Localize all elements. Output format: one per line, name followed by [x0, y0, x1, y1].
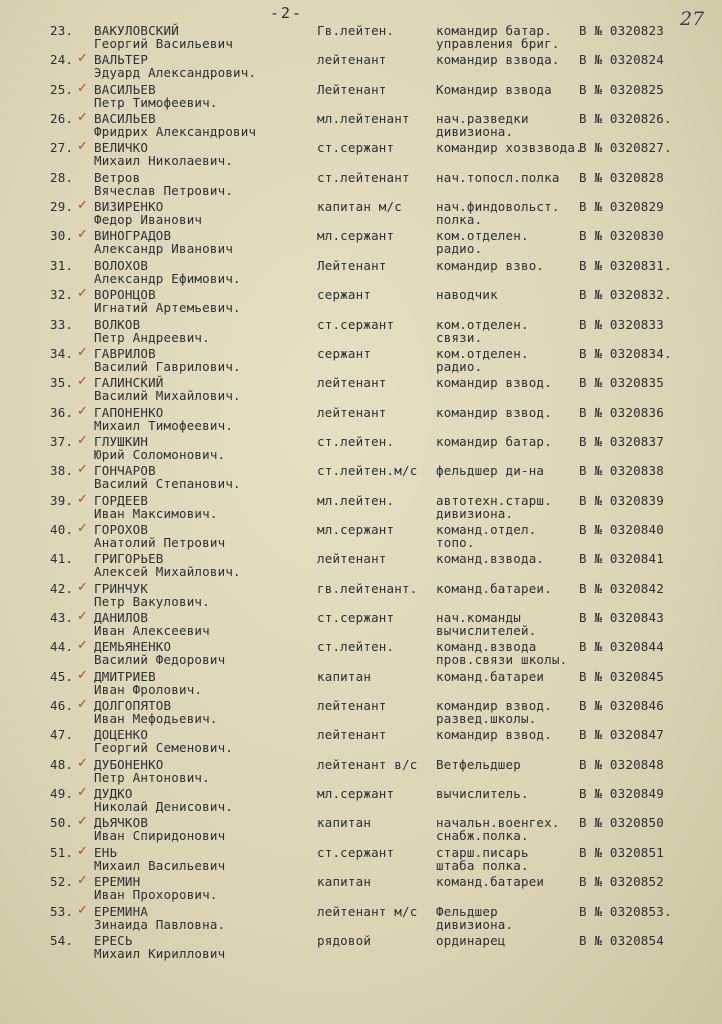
check-mark-icon: ✓ — [77, 139, 88, 155]
list-item — [0, 52, 722, 81]
row-number: 27. — [50, 140, 74, 156]
given-names: Эдуард Александрович. — [94, 65, 257, 81]
military-rank: лейтенант — [317, 404, 387, 420]
order-number: В № 0320827. — [579, 140, 672, 156]
position-continued: снабж.полка. — [436, 828, 529, 844]
position: команд.батареи. — [436, 580, 552, 596]
position: командир взвод. — [436, 375, 552, 391]
given-names: Михаил Тимофеевич. — [94, 417, 234, 433]
military-rank: мл.лейтен. — [317, 492, 395, 508]
check-mark-icon: ✓ — [77, 51, 88, 67]
surname: ВОЛКОВ — [94, 316, 141, 332]
page-number: -2- — [270, 4, 304, 22]
surname: ДОЦЕНКО — [94, 727, 149, 743]
position-continued: дивизиона. — [436, 916, 514, 932]
given-names: Михаил Николаевич. — [94, 153, 234, 169]
military-rank: Гв.лейтен. — [317, 23, 395, 38]
position-continued: топо. — [436, 534, 475, 550]
position: команд.батареи — [436, 668, 545, 684]
list-item — [0, 669, 722, 698]
check-mark-icon: ✓ — [77, 667, 88, 683]
given-names: Петр Антонович. — [94, 769, 210, 785]
row-number: 40. — [50, 521, 74, 537]
order-number: В № 0320824 — [579, 52, 664, 68]
order-number: В № 0320844 — [579, 639, 664, 655]
given-names: Александр Иванович — [94, 241, 234, 257]
position-continued: дивизиона. — [436, 505, 514, 521]
row-number: 26. — [50, 111, 74, 127]
military-rank: лейтенант — [317, 375, 387, 391]
military-rank: сержант — [317, 287, 372, 303]
list-item — [0, 111, 722, 140]
position: команд.батареи — [436, 874, 545, 890]
check-mark-icon: ✓ — [77, 286, 88, 302]
military-rank: гв.лейтенант. — [317, 580, 418, 596]
military-rank: мл.сержант — [317, 521, 395, 537]
position: автотехн.старш. — [436, 492, 552, 508]
surname: ВАЛЬТЕР — [94, 52, 149, 68]
list-item — [0, 199, 722, 228]
list-item — [0, 434, 722, 463]
military-rank: капитан — [317, 815, 372, 831]
list-item — [0, 610, 722, 639]
military-rank: лейтенант — [317, 727, 387, 743]
list-item — [0, 698, 722, 727]
list-item — [0, 140, 722, 169]
position-continued: радио. — [436, 241, 483, 257]
position-continued: радио. — [436, 358, 483, 374]
surname: ДАНИЛОВ — [94, 610, 149, 625]
row-number: 25. — [50, 81, 74, 97]
row-number: 46. — [50, 698, 74, 714]
check-mark-icon: ✓ — [77, 110, 88, 126]
check-mark-icon: ✓ — [77, 520, 88, 536]
surname: ВАСИЛЬЕВ — [94, 111, 156, 127]
list-item — [0, 581, 722, 610]
surname: Ветров — [94, 169, 141, 185]
position: нач.топосл.полка — [436, 169, 560, 185]
surname: ЕРЕМИН — [94, 874, 141, 890]
military-rank: лейтенант — [317, 698, 387, 714]
list-item — [0, 346, 722, 375]
row-number: 30. — [50, 228, 74, 244]
row-number: 52. — [50, 874, 74, 890]
military-rank: Лейтенант — [317, 257, 387, 273]
given-names: Игнатий Артемьевич. — [94, 300, 241, 316]
military-rank: капитан — [317, 874, 372, 890]
military-rank: ст.сержант — [317, 140, 395, 156]
given-names: Николай Денисович. — [94, 799, 234, 815]
position: нач.разведки — [436, 111, 529, 127]
order-number: В № 0320833 — [579, 316, 664, 332]
position: командир взвод. — [436, 727, 552, 743]
given-names: Алексей Михайлович. — [94, 564, 241, 580]
position: командир хозвзвода. — [436, 140, 583, 156]
order-number: В № 0320831. — [579, 257, 672, 273]
military-rank: капитан м/с — [317, 199, 402, 215]
position-continued: вычислителей. — [436, 623, 537, 638]
surname: ВИНОГРАДОВ — [94, 228, 172, 244]
military-rank: лейтенант в/с — [317, 756, 418, 772]
position-continued: управления бриг. — [436, 36, 560, 51]
military-rank: мл.сержант — [317, 786, 395, 802]
check-mark-icon: ✓ — [77, 843, 88, 859]
row-number: 51. — [50, 844, 74, 860]
military-rank: ст.сержант — [317, 316, 395, 332]
order-number: В № 0320847 — [579, 727, 664, 743]
given-names: Иван Спиридонович — [94, 828, 226, 844]
surname: ГЛУШКИН — [94, 433, 149, 449]
position: командир взвод. — [436, 698, 552, 714]
position-continued: пров.связи школы. — [436, 652, 568, 668]
military-rank: капитан — [317, 668, 372, 684]
list-item — [0, 727, 722, 756]
given-names: Александр Ефимович. — [94, 270, 241, 286]
surname: ДУБОНЕНКО — [94, 756, 164, 772]
position-continued: полка. — [436, 212, 483, 228]
check-mark-icon: ✓ — [77, 873, 88, 889]
check-mark-icon: ✓ — [77, 609, 88, 624]
surname: ВОЛОХОВ — [94, 257, 149, 273]
folio-number: 27 — [680, 8, 705, 30]
position-continued: штаба полка. — [436, 857, 529, 873]
check-mark-icon: ✓ — [77, 902, 88, 918]
given-names: Петр Тимофеевич. — [94, 94, 218, 110]
given-names: Иван Максимович. — [94, 505, 218, 521]
order-number: В № 0320834. — [579, 345, 672, 361]
surname: ДОЛГОПЯТОВ — [94, 698, 172, 714]
order-number: В № 0320843 — [579, 610, 664, 625]
surname: ГАЛИНСКИЙ — [94, 375, 164, 391]
military-rank: рядовой — [317, 932, 372, 948]
position: команд.взвода. — [436, 551, 545, 567]
list-item — [0, 904, 722, 933]
position: командир батар. — [436, 23, 552, 38]
order-number: В № 0320839 — [579, 492, 664, 508]
order-number: В № 0320853. — [579, 903, 672, 919]
order-number: В № 0320823 — [579, 23, 664, 38]
surname: ГОРДЕЕВ — [94, 492, 149, 508]
row-number: 32. — [50, 287, 74, 303]
given-names: Вячеслав Петрович. — [94, 182, 234, 198]
row-number: 48. — [50, 756, 74, 772]
row-number: 37. — [50, 433, 74, 449]
given-names: Михаил Васильевич — [94, 857, 226, 873]
row-number: 28. — [50, 169, 74, 185]
row-number: 33. — [50, 316, 74, 332]
order-number: В № 0320851 — [579, 844, 664, 860]
list-item — [0, 933, 722, 962]
row-number: 23. — [50, 23, 74, 38]
surname: ГАПОНЕНКО — [94, 404, 164, 420]
order-number: В № 0320850 — [579, 815, 664, 831]
order-number: В № 0320832. — [579, 287, 672, 303]
list-item — [0, 317, 722, 346]
order-number: В № 0320854 — [579, 932, 664, 948]
position: командир взво. — [436, 257, 545, 273]
position: Командир взвода — [436, 81, 552, 97]
order-number: В № 0320835 — [579, 375, 664, 391]
order-number: В № 0320838 — [579, 463, 664, 479]
order-number: В № 0320828 — [579, 169, 664, 185]
row-number: 50. — [50, 815, 74, 831]
military-rank: ст.лейтенант — [317, 169, 410, 185]
surname: ГОРОХОВ — [94, 521, 149, 537]
given-names: Василий Гаврилович. — [94, 358, 241, 374]
military-rank: мл.сержант — [317, 228, 395, 244]
military-rank: ст.лейтен. — [317, 639, 395, 655]
given-names: Иван Алексеевич — [94, 623, 210, 638]
list-item — [0, 258, 722, 287]
check-mark-icon: ✓ — [77, 697, 88, 713]
order-number: В № 0320826. — [579, 111, 672, 127]
order-number: В № 0320848 — [579, 756, 664, 772]
given-names: Юрий Соломонович. — [94, 446, 226, 462]
order-number: В № 0320842 — [579, 580, 664, 596]
position: ординарец — [436, 932, 506, 948]
position: командир взвод. — [436, 404, 552, 420]
order-number: В № 0320825 — [579, 81, 664, 97]
list-item — [0, 874, 722, 903]
row-number: 44. — [50, 639, 74, 655]
surname: ДМИТРИЕВ — [94, 668, 156, 684]
row-number: 35. — [50, 375, 74, 391]
list-item — [0, 23, 722, 52]
given-names: Михаил Кириллович — [94, 945, 226, 961]
order-number: В № 0320829 — [579, 199, 664, 215]
position: Фельдшер — [436, 903, 498, 919]
position: начальн.военгех. — [436, 815, 560, 831]
row-number: 53. — [50, 903, 74, 919]
check-mark-icon: ✓ — [77, 403, 88, 419]
position: старш.писарь — [436, 844, 529, 860]
order-number: В № 0320841 — [579, 551, 664, 567]
row-number: 54. — [50, 932, 74, 948]
surname: ГАВРИЛОВ — [94, 345, 156, 361]
given-names: Василий Федорович — [94, 652, 226, 668]
given-names: Иван Прохорович. — [94, 887, 218, 903]
row-number: 45. — [50, 668, 74, 684]
surname: ГРИНЧУК — [94, 580, 149, 596]
order-number: В № 0320830 — [579, 228, 664, 244]
surname: ГОНЧАРОВ — [94, 463, 156, 479]
row-number: 39. — [50, 492, 74, 508]
row-number: 47. — [50, 727, 74, 743]
position: вычислитель. — [436, 786, 529, 802]
check-mark-icon: ✓ — [77, 579, 88, 595]
row-number: 42. — [50, 580, 74, 596]
position: наводчик — [436, 287, 498, 303]
military-rank: ст.лейтен. — [317, 433, 395, 449]
check-mark-icon: ✓ — [77, 374, 88, 390]
check-mark-icon: ✓ — [77, 198, 88, 214]
list-item — [0, 522, 722, 551]
given-names: Василий Михайлович. — [94, 388, 241, 404]
check-mark-icon: ✓ — [77, 227, 88, 243]
row-number: 43. — [50, 610, 74, 625]
given-names: Иван Мефодьевич. — [94, 711, 218, 727]
row-number: 29. — [50, 199, 74, 215]
surname: ДЕМЬЯНЕНКО — [94, 639, 172, 655]
list-item — [0, 463, 722, 492]
position: фельдшер ди-на — [436, 463, 545, 479]
military-rank: ст.лейтен.м/с — [317, 463, 418, 479]
list-item — [0, 170, 722, 199]
given-names: Петр Андреевич. — [94, 329, 210, 345]
order-number: В № 0320849 — [579, 786, 664, 802]
position-continued: развед.школы. — [436, 711, 537, 727]
order-number: В № 0320845 — [579, 668, 664, 684]
check-mark-icon: ✓ — [77, 80, 88, 96]
list-item — [0, 375, 722, 404]
row-number: 34. — [50, 345, 74, 361]
military-rank: лейтенант — [317, 52, 387, 68]
surname: ЕРЕСЬ — [94, 932, 133, 948]
surname: ВАКУЛОВСКИЙ — [94, 23, 179, 38]
surname: ГРИГОРЬЕВ — [94, 551, 164, 567]
given-names: Зинаида Павловна. — [94, 916, 226, 932]
given-names: Фридрих Александрович — [94, 124, 257, 140]
given-names: Георгий Васильевич — [94, 36, 234, 51]
given-names: Анатолий Петрович — [94, 534, 226, 550]
list-item — [0, 287, 722, 316]
surname: ЕНЬ — [94, 844, 118, 860]
check-mark-icon: ✓ — [77, 462, 88, 478]
military-rank: мл.лейтенант — [317, 111, 410, 127]
position: команд.отдел. — [436, 521, 537, 537]
surname: ЕРЕМИНА — [94, 903, 149, 919]
surname: ДУДКО — [94, 786, 133, 802]
position: команд.взвода — [436, 639, 537, 655]
surname: ВОРОНЦОВ — [94, 287, 156, 303]
given-names: Василий Степанович. — [94, 476, 241, 492]
list-item — [0, 639, 722, 668]
position: ком.отделен. — [436, 316, 529, 332]
position: ком.отделен. — [436, 228, 529, 244]
check-mark-icon: ✓ — [77, 785, 88, 801]
given-names: Георгий Семенович. — [94, 740, 234, 756]
list-item — [0, 845, 722, 874]
order-number: В № 0320836 — [579, 404, 664, 420]
order-number: В № 0320852 — [579, 874, 664, 890]
list-item — [0, 551, 722, 580]
position-continued: дивизиона. — [436, 124, 514, 140]
position: нач.команды — [436, 610, 521, 625]
position: командир взвода. — [436, 52, 560, 68]
military-rank: лейтенант — [317, 551, 387, 567]
check-mark-icon: ✓ — [77, 432, 88, 448]
row-number: 38. — [50, 463, 74, 479]
list-item — [0, 786, 722, 815]
surname: ВИЗИРЕНКО — [94, 199, 164, 215]
position: Ветфельдшер — [436, 756, 521, 772]
military-rank: лейтенант м/с — [317, 903, 418, 919]
position: ком.отделен. — [436, 345, 529, 361]
check-mark-icon: ✓ — [77, 638, 88, 654]
list-item — [0, 405, 722, 434]
row-number: 31. — [50, 257, 74, 273]
list-item — [0, 493, 722, 522]
position: командир батар. — [436, 433, 552, 449]
surname: ДЬЯЧКОВ — [94, 815, 149, 831]
row-number: 36. — [50, 404, 74, 420]
check-mark-icon: ✓ — [77, 755, 88, 771]
order-number: В № 0320840 — [579, 521, 664, 537]
surname: ВАСИЛЬЕВ — [94, 81, 156, 97]
order-number: В № 0320837 — [579, 433, 664, 449]
position-continued: связи. — [436, 329, 483, 345]
military-rank: ст.сержант — [317, 610, 395, 625]
order-number: В № 0320846 — [579, 698, 664, 714]
position: нач.финдовольст. — [436, 199, 560, 215]
row-number: 49. — [50, 786, 74, 802]
military-rank: сержант — [317, 345, 372, 361]
given-names: Федор Иванович — [94, 212, 203, 228]
list-item — [0, 757, 722, 786]
check-mark-icon: ✓ — [77, 491, 88, 507]
check-mark-icon: ✓ — [77, 814, 88, 830]
given-names: Иван Фролович. — [94, 681, 203, 697]
check-mark-icon: ✓ — [77, 344, 88, 360]
surname: ВЕЛИЧКО — [94, 140, 149, 156]
military-rank: ст.сержант — [317, 844, 395, 860]
military-rank: Лейтенант — [317, 81, 387, 97]
list-item — [0, 228, 722, 257]
list-item — [0, 82, 722, 111]
given-names: Петр Вакулович. — [94, 593, 210, 609]
list-item — [0, 815, 722, 844]
row-number: 24. — [50, 52, 74, 68]
row-number: 41. — [50, 551, 74, 567]
